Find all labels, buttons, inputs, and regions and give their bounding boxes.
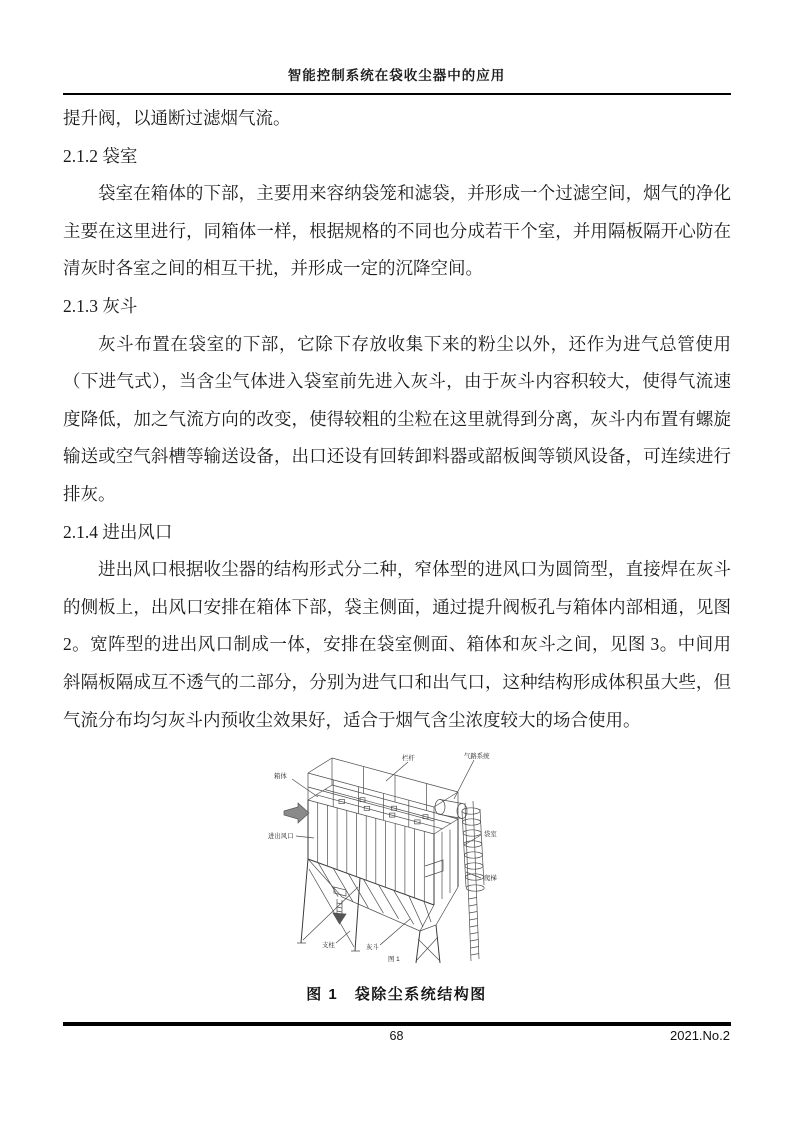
discharge-arrow-icon <box>333 887 346 924</box>
running-head-title: 智能控制系统在袋收尘器中的应用 <box>287 68 506 83</box>
label-ladder: 爬梯 <box>483 875 497 882</box>
label-air-system: 气路系统 <box>463 753 490 760</box>
hopper-outline <box>308 859 458 931</box>
paragraph-continued: 提升阀，以通断过滤烟气流。 <box>63 108 291 128</box>
section-heading-2-1-4: 2.1.4 进出风口 <box>63 521 173 542</box>
body-text <box>63 100 731 739</box>
paragraph-inlet-outlet: 进出风口根据收尘器的结构形式分二种，窄体型的进风口为圆筒型，直接焊在灰斗的侧板上，出风口安排在箱体下部，袋主侧面，通过提升阀板孔与箱体内部相通，见图 2。宽阵型的进出风口制成一体，安排在袋室侧面、箱体和灰斗之间，见图 3。中间用斜隔板隔成互不透气的二部分，分别为进气口和出气口，这种结构形成体积虽大些，但气流分布均匀灰斗内预收尘效果好，适合于烟气含尘浓度较大的场合使用。 <box>63 559 731 730</box>
issue-number: 2021.No.2 <box>670 1028 730 1043</box>
label-bag-chamber: 袋室 <box>483 831 497 838</box>
inlet-arrow-icon <box>284 803 309 823</box>
label-ash-hopper: 灰斗 <box>365 944 379 951</box>
header-rule <box>63 93 731 95</box>
section-heading-2-1-2: 2.1.2 袋室 <box>63 145 138 166</box>
label-railing: 栏杆 <box>401 755 415 762</box>
label-inlet-outlet: 进出风口 <box>267 833 294 840</box>
baghouse-structure-diagram <box>268 747 526 971</box>
page-number: 68 <box>389 1029 404 1043</box>
figure-inner-caption: 图 1 <box>387 956 400 963</box>
paragraph-bag-chamber: 袋室在箱体的下部，主要用来容纳袋笼和滤袋，并形成一个过滤空间，烟气的净化主要在这里进行，同箱体一样，根据规格的不同也分成若干个室，并用隔板隔开心防在清灰时各室之间的相互干扰，并形成一定的沉降空间。 <box>63 183 731 279</box>
label-support-column: 支柱 <box>321 942 335 949</box>
footer-rule <box>63 1022 731 1026</box>
figure-caption: 图 1 袋除尘系统结构图 <box>306 986 487 1003</box>
figure-1 <box>0 747 793 1004</box>
section-heading-2-1-3: 2.1.3 灰斗 <box>63 295 138 316</box>
paragraph-ash-hopper: 灰斗布置在袋室的下部，它除下存放收集下来的粉尘以外，还作为进气总管使用（下进气式），当含尘气体进入袋室前先进入灰斗，由于灰斗内容积较大，使得气流速度降低，加之气流方向的改变，使得较粗的尘粒在这里就得到分离，灰斗内布置有螺旋输送或空气斜槽等输送设备，出口还设有回转卸料器或韶板闽等锁风设备，可连续进行排灰。 <box>63 333 731 504</box>
label-box-body: 箱体 <box>273 773 287 780</box>
